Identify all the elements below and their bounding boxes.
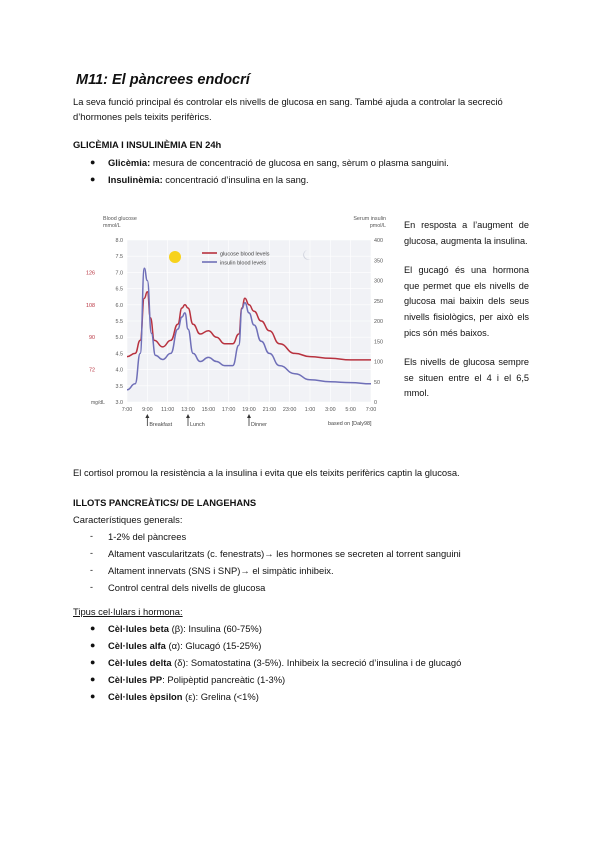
left-tick-label: 7.0	[115, 270, 123, 277]
term: Cèl·lules PP	[108, 674, 163, 685]
x-tick-label: 23:00	[282, 407, 297, 413]
right-tick-label: 350	[374, 258, 383, 265]
tipus-list	[73, 620, 533, 705]
x-tick-label: 3:00	[325, 407, 336, 413]
side-note: Els nivells de glucosa sempre se situen entre el 4 i el 6,5 mmol.	[404, 357, 529, 399]
list-text: Altament innervats (SNS i SNP)→ el simpàtic inhibeix.	[108, 565, 334, 576]
left-axis-unit: mmol/L	[103, 223, 121, 229]
glicemia-list	[73, 154, 533, 188]
term: Glicèmia:	[108, 157, 151, 168]
list-item	[73, 545, 533, 562]
list-item	[73, 154, 533, 171]
mgdl-unit-label: mg/dL	[91, 400, 105, 406]
legend-insulin-label: insulin blood levels	[220, 260, 267, 267]
left-tick-label: 6.0	[115, 302, 123, 309]
bullet-icon: ●	[90, 674, 96, 684]
left-tick-label: 4.0	[115, 367, 123, 374]
term: Cèl·lules èpsilon	[108, 691, 183, 702]
dash-icon: -	[90, 531, 93, 541]
meal-label: Dinner	[251, 422, 267, 428]
chart-source-label: based on [Daly98]	[328, 421, 372, 427]
term: Cèl·lules alfa	[108, 640, 166, 651]
list-item	[73, 688, 533, 705]
right-tick-label: 200	[374, 319, 383, 325]
intro-paragraph: La seva funció principal és controlar els nivells de glucosa en sang. També ajuda a controlar la secreció d’hormones pels teixits perifèrics.	[73, 96, 503, 122]
definition: (δ): Somatostatina (3-5%). Inhibeix la secreció d’insulina i de glucagó	[171, 657, 462, 668]
mgdl-tick-label: 90	[89, 335, 95, 342]
bullet-icon: ●	[90, 657, 96, 667]
right-axis-title: Serum insulin	[353, 216, 386, 222]
right-tick-label: 100	[374, 359, 383, 366]
list-text: Control central dels nivells de glucosa	[108, 582, 266, 593]
left-tick-label: 8.0	[115, 238, 123, 244]
right-tick-label: 300	[374, 278, 383, 285]
dash-icon: -	[90, 565, 93, 575]
right-tick-label: 0	[374, 400, 377, 406]
term: Insulinèmia:	[108, 174, 163, 185]
illots-list	[73, 528, 533, 596]
x-tick-label: 15:00	[201, 407, 216, 413]
page-title: M11: El pàncrees endocrí	[76, 72, 250, 88]
x-tick-label: 11:00	[161, 407, 175, 413]
cortisol-paragraph: El cortisol promou la resistència a la insulina i evita que els teixits perifèrics captin la glucosa.	[73, 467, 460, 478]
left-tick-label: 3.5	[115, 383, 123, 390]
bullet-icon: ●	[90, 691, 96, 701]
list-item	[73, 620, 533, 637]
section-glicemia-heading: GLICÈMIA I INSULINÈMIA EN 24h	[73, 139, 222, 150]
list-text: 1-2% del pàncrees	[108, 531, 187, 542]
list-item	[73, 637, 533, 654]
illots-subheading: Característiques generals:	[73, 514, 183, 525]
right-tick-label: 250	[374, 298, 383, 305]
bullet-icon: ●	[90, 174, 96, 184]
right-axis-unit: pmol/L	[369, 223, 386, 229]
sun-icon	[169, 251, 181, 263]
x-tick-label: 1:00	[304, 407, 316, 413]
right-tick-label: 400	[374, 238, 383, 244]
glucose-insulin-chart	[86, 208, 394, 448]
left-tick-label: 5.5	[115, 319, 123, 325]
definition: (ε): Grelina (<1%)	[182, 691, 259, 702]
list-item	[73, 562, 533, 579]
left-tick-label: 3.0	[115, 400, 123, 406]
x-tick-label: 21:00	[262, 407, 277, 413]
side-note: En resposta a l’augment de glucosa, augmenta la insulina.	[404, 220, 529, 246]
right-tick-label: 50	[374, 379, 380, 386]
definition: mesura de concentració de glucosa en sang, sèrum o plasma sanguini.	[150, 157, 449, 168]
legend-glucose-label: glucose blood levels	[220, 251, 270, 258]
dash-icon: -	[90, 548, 93, 558]
section-illots-heading: ILLOTS PANCREÀTICS/ DE LANGEHANS	[73, 497, 257, 508]
meal-label: Breakfast	[149, 422, 173, 428]
mgdl-tick-label: 126	[86, 270, 95, 277]
x-tick-label: 7:00	[365, 407, 377, 413]
dash-icon: -	[90, 582, 93, 592]
term: Cèl·lules beta	[108, 623, 169, 634]
definition: : Polipèptid pancreàtic (1-3%)	[162, 674, 286, 685]
section-tipus-heading: Tipus cel·lulars i hormona:	[73, 606, 183, 617]
bullet-icon: ●	[90, 623, 96, 633]
side-note: El gucagó és una hormona que permet que els nivells de glucosa mai baixin dels seus nivells fisiològics, per això els pics són més baixos.	[404, 265, 529, 338]
side-notes	[404, 218, 529, 416]
list-item	[73, 171, 533, 188]
list-item	[73, 671, 533, 688]
x-tick-label: 19:00	[242, 407, 256, 413]
x-tick-label: 5:00	[345, 407, 356, 413]
list-item	[73, 654, 533, 671]
x-tick-label: 13:00	[181, 407, 195, 413]
definition: concentració d’insulina en la sang.	[162, 174, 309, 185]
left-tick-label: 5.0	[115, 335, 123, 342]
x-tick-label: 17:00	[221, 407, 236, 413]
bullet-icon: ●	[90, 640, 96, 650]
x-tick-label: 9:00	[142, 407, 153, 413]
meal-label: Lunch	[190, 422, 205, 428]
mgdl-tick-label: 108	[86, 302, 95, 309]
left-tick-label: 4.5	[115, 351, 123, 358]
left-axis-title: Blood glucose	[103, 216, 137, 222]
list-text: Altament vascularitzats (c. fenestrats)→ les hormones se secreten al torrent sanguini	[108, 548, 461, 559]
definition: (α): Glucagó (15-25%)	[165, 640, 262, 651]
list-item	[73, 579, 533, 596]
mgdl-tick-label: 72	[89, 367, 95, 374]
list-item	[73, 528, 533, 545]
left-tick-label: 6.5	[115, 286, 123, 293]
right-tick-label: 150	[374, 339, 383, 346]
term: Cèl·lules delta	[108, 657, 172, 668]
bullet-icon: ●	[90, 157, 96, 167]
definition: (β): Insulina (60-75%)	[168, 623, 262, 634]
x-tick-label: 7:00	[121, 407, 133, 413]
left-tick-label: 7.5	[115, 254, 123, 261]
